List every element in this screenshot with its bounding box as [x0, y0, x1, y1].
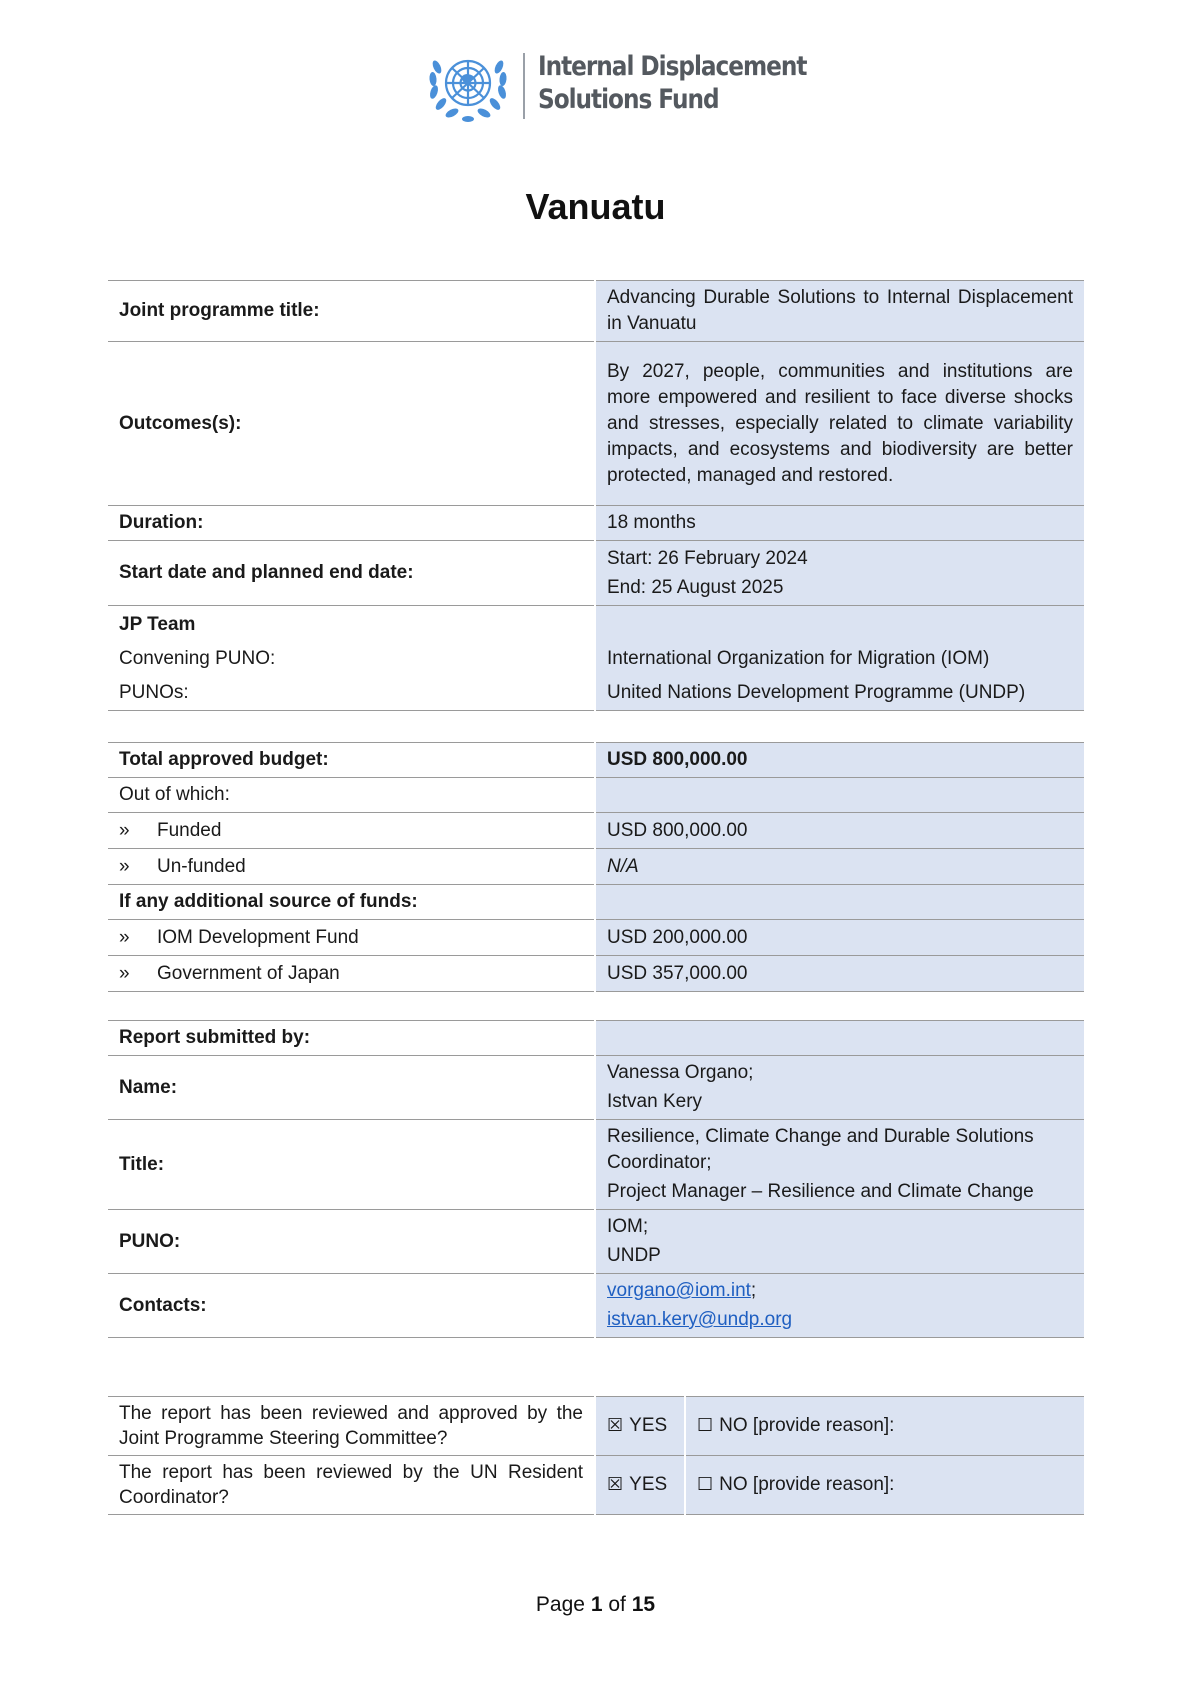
table-row: [108, 1120, 1084, 1210]
submitted-by-label: Report submitted by:: [108, 1021, 595, 1056]
name-value: [595, 1056, 1084, 1120]
team-values: [595, 606, 1084, 711]
no-option-2[interactable]: ☐ NO [provide reason]:: [685, 1456, 1084, 1515]
table-row: [108, 506, 1084, 541]
fund-name: Internal Displacement Solutions Fund: [538, 51, 807, 115]
table-row: [108, 1274, 1084, 1338]
table-row: [108, 281, 1084, 342]
table-row: [108, 920, 1084, 956]
unfunded-value: N/A: [595, 849, 1084, 885]
team-labels: [108, 606, 595, 711]
yes-option-2[interactable]: ☒ YES: [595, 1456, 685, 1515]
name-2: Istvan Kery: [607, 1091, 703, 1112]
review-question-2: The report has been reviewed by the UN Resident Coordinator?: [108, 1456, 595, 1515]
budget-table: [108, 742, 1084, 992]
yes-option-1[interactable]: ☒ YES: [595, 1397, 685, 1456]
outcomes-value: By 2027, people, communities and institutions are more empowered and resilient to face diverse shocks and stresses, especially related to climate variability impacts, and ecosystems and biodiversity are better protected, managed and restored.: [595, 342, 1084, 506]
programme-title-label: Joint programme title:: [108, 281, 595, 342]
checked-box-icon[interactable]: ☒: [607, 1415, 624, 1436]
review-question-1: The report has been reviewed and approved by the Joint Programme Steering Committee?: [108, 1397, 595, 1456]
puno-1: IOM;: [607, 1216, 649, 1237]
page-title: Vanuatu: [525, 186, 666, 227]
puno-value: [595, 1210, 1084, 1274]
submitted-by-value: [595, 1021, 1084, 1056]
programme-table: [108, 280, 1084, 711]
contacts-value: vorgano@iom.int; istvan.kery@undp.org: [595, 1274, 1084, 1338]
duration-value: 18 months: [595, 506, 1084, 541]
punos-label: PUNOs:: [119, 682, 189, 703]
funded-value: USD 800,000.00: [595, 813, 1084, 849]
review-table: [108, 1396, 1084, 1515]
unchecked-box-icon[interactable]: ☐: [697, 1415, 714, 1436]
page-number: 1: [590, 1593, 603, 1616]
email-link-2[interactable]: istvan.kery@undp.org: [607, 1309, 793, 1330]
title-label: Title:: [108, 1120, 595, 1210]
out-of-value: [595, 778, 1084, 813]
bullet-icon: »: [119, 855, 130, 877]
table-row: [108, 743, 1084, 778]
additional-funds-value: [595, 885, 1084, 920]
table-row: [108, 849, 1084, 885]
name-label: Name:: [108, 1056, 595, 1120]
table-row: [108, 342, 1084, 506]
convening-value: International Organization for Migration (IOM): [607, 648, 990, 669]
bullet-icon: »: [119, 926, 130, 948]
table-row: [108, 1021, 1084, 1056]
table-row: [108, 606, 1084, 711]
report-table: [108, 1020, 1084, 1338]
checked-box-icon[interactable]: ☒: [607, 1474, 624, 1495]
outcomes-label: Outcomes(s):: [108, 342, 595, 506]
table-row: [108, 1456, 1084, 1515]
fund-logo: [427, 47, 807, 125]
convening-label: Convening PUNO:: [119, 648, 276, 669]
iom-fund-value: USD 200,000.00: [595, 920, 1084, 956]
email-link-1[interactable]: vorgano@iom.int: [607, 1280, 751, 1301]
japan-label: » Government of Japan: [108, 956, 595, 992]
puno-2: UNDP: [607, 1245, 661, 1266]
duration-label: Duration:: [108, 506, 595, 541]
unfunded-label: » Un-funded: [108, 849, 595, 885]
table-row: [108, 885, 1084, 920]
name-1: Vanessa Organo;: [607, 1062, 754, 1083]
unchecked-box-icon[interactable]: ☐: [697, 1474, 714, 1495]
table-row: [108, 1056, 1084, 1120]
table-row: [108, 1397, 1084, 1456]
out-of-label: Out of which:: [108, 778, 595, 813]
table-row: [108, 541, 1084, 606]
dates-value: [595, 541, 1084, 606]
end-date: End: 25 August 2025: [607, 576, 784, 598]
contacts-label: Contacts:: [108, 1274, 595, 1338]
punos-value: United Nations Development Programme (UNDP): [607, 682, 1026, 703]
no-option-1[interactable]: ☐ NO [provide reason]:: [685, 1397, 1084, 1456]
title-value: [595, 1120, 1084, 1210]
bullet-icon: »: [119, 962, 130, 984]
additional-funds-label: If any additional source of funds:: [108, 885, 595, 920]
table-row: [108, 1210, 1084, 1274]
iom-fund-label: » IOM Development Fund: [108, 920, 595, 956]
table-row: [108, 813, 1084, 849]
un-emblem-icon: [427, 47, 509, 125]
page-total: 15: [631, 1593, 656, 1616]
programme-title-value: Advancing Durable Solutions to Internal Displacement in Vanuatu: [595, 281, 1084, 342]
total-budget-value: USD 800,000.00: [595, 743, 1084, 778]
title-1: Resilience, Climate Change and Durable Solutions Coordinator;: [607, 1126, 1034, 1173]
jp-team-label: JP Team: [119, 614, 196, 635]
puno-label: PUNO:: [108, 1210, 595, 1274]
table-row: [108, 778, 1084, 813]
bullet-icon: »: [119, 819, 130, 841]
total-budget-label: Total approved budget:: [108, 743, 595, 778]
title-2: Project Manager – Resilience and Climate Change: [607, 1181, 1034, 1202]
logo-divider: [523, 53, 525, 119]
dates-label: Start date and planned end date:: [108, 541, 595, 606]
japan-value: USD 357,000.00: [595, 956, 1084, 992]
table-row: [108, 956, 1084, 992]
funded-label: » Funded: [108, 813, 595, 849]
page-footer: Page 1 of 15: [535, 1593, 656, 1616]
start-date: Start: 26 February 2024: [607, 547, 808, 569]
